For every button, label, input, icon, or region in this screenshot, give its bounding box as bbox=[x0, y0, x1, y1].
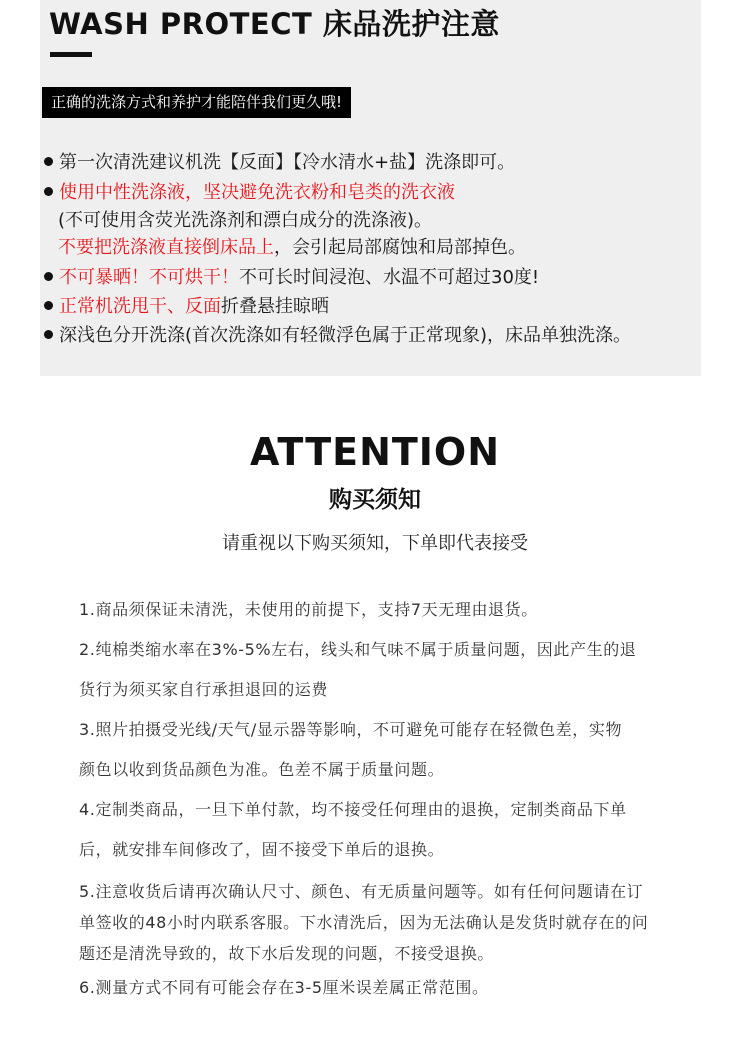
tip-sun-dry: 不可暴晒！不可烘干！不可长时间浸泡、水温不可超过30度! bbox=[44, 266, 539, 290]
notice-line: 货行为须买家自行承担退回的运费 bbox=[79, 680, 329, 699]
notice-line: 后，就安排车间修改了，固不接受下单后的退换。 bbox=[79, 840, 445, 859]
wash-title: WASH PROTECT 床品洗护注意 bbox=[49, 7, 500, 41]
tip-detergent-note: (不可使用含荧光洗涤剂和漂白成分的洗涤液)。 bbox=[58, 210, 433, 231]
care-banner: 正确的洗涤方式和养护才能陪伴我们更久哦! bbox=[42, 87, 351, 118]
notice-line: 3.照片拍摄受光线/天气/显示器等影响，不可避免可能存在轻微色差，实物 bbox=[79, 720, 623, 739]
notice-line: 2.纯棉类缩水率在3%-5%左右，线头和气味不属于质量问题，因此产生的退 bbox=[79, 640, 637, 659]
notice-line: 6.测量方式不同有可能会存在3-5厘米误差属正常范围。 bbox=[79, 978, 489, 997]
tip-separate-colors: 深浅色分开洗涤(首次洗涤如有轻微浮色属于正常现象)，床品单独洗涤。 bbox=[44, 324, 631, 348]
notice-line: 1.商品须保证未清洗，未使用的前提下，支持7天无理由退货。 bbox=[79, 600, 538, 619]
tip-detergent: 使用中性洗涤液，坚决避免洗衣粉和皂类的洗衣液 bbox=[44, 181, 455, 205]
attention-subtitle: 购买须知 bbox=[329, 487, 421, 513]
attention-note: 请重视以下购买须知，下单即代表接受 bbox=[222, 533, 528, 554]
tip-first-wash: 第一次清洗建议机洗【反面】【冷水清水+盐】洗涤即可。 bbox=[44, 151, 515, 175]
notice-line: 单签收的48小时内联系客服。下水清洗后，因为无法确认是发货时就存在的问 bbox=[79, 913, 649, 932]
notice-line: 4.定制类商品，一旦下单付款，均不接受任何理由的退换，定制类商品下单 bbox=[79, 800, 627, 819]
title-underline bbox=[50, 52, 92, 57]
bullet-icon bbox=[44, 301, 53, 310]
bullet-icon bbox=[44, 272, 53, 281]
tip-machine-spin: 正常机洗甩干、反面折叠悬挂晾晒 bbox=[44, 295, 329, 319]
notice-line: 题还是清洗导致的，故下水后发现的问题，不接受退换。 bbox=[79, 944, 495, 963]
bullet-icon bbox=[44, 330, 53, 339]
notice-line: 5.注意收货后请再次确认尺寸、颜色、有无质量问题等。如有任何问题请在订 bbox=[79, 882, 644, 901]
attention-title: ATTENTION bbox=[249, 430, 501, 474]
notice-line: 颜色以收到货品颜色为准。色差不属于质量问题。 bbox=[79, 760, 445, 779]
bullet-icon bbox=[44, 157, 53, 166]
bullet-icon bbox=[44, 187, 53, 196]
tip-detergent-warning: 不要把洗涤液直接倒床品上，会引起局部腐蚀和局部掉色。 bbox=[58, 237, 526, 258]
